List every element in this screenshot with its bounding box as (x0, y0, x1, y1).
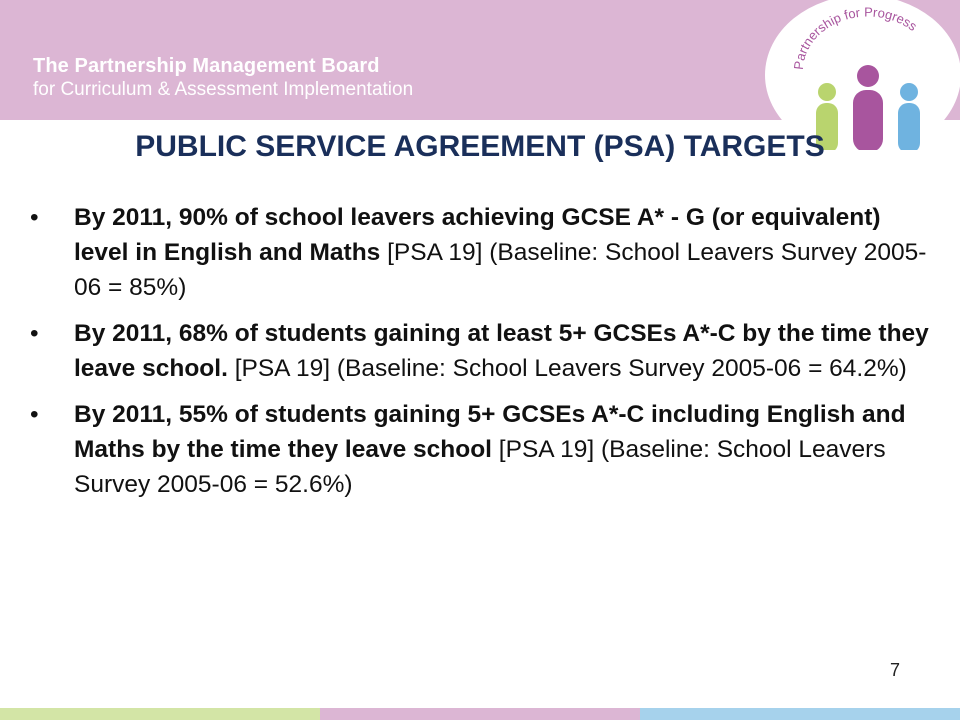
logo-text: Partnership for Progress (790, 4, 920, 71)
figure-blue-head (900, 83, 918, 101)
target-item-3 (30, 397, 930, 502)
slide-title: PUBLIC SERVICE AGREEMENT (PSA) TARGETS (135, 130, 825, 163)
target-baseline: [PSA 19] (Baseline: School Leavers Survey 2005-06 = 85%) (74, 239, 927, 301)
target-baseline: [PSA 19] (Baseline: School Leavers Survey 2005-06 = 64.2%) (227, 355, 907, 382)
figure-green-head (818, 83, 836, 101)
partnership-logo (755, 0, 960, 150)
org-name: The Partnership Management Board (33, 55, 380, 77)
footer-bar-green (0, 708, 320, 720)
page-number: 7 (889, 660, 900, 680)
target-baseline: [PSA 19] (Baseline: School Leavers Survey 2005-06 = 52.6%) (74, 436, 886, 498)
target-statement: By 2011, 55% of students gaining 5+ GCSEs A*-C including English and Maths by the time they leave school (74, 401, 906, 463)
target-list (30, 200, 930, 513)
bullet-icon: • (30, 401, 39, 428)
figure-purple-head (857, 65, 879, 87)
bullet-icon: • (30, 204, 39, 231)
logo-graphic (755, 0, 960, 150)
target-item-2 (30, 316, 930, 386)
target-statement: By 2011, 90% of school leavers achieving GCSE A* - G (or equivalent) level in English and Maths (74, 204, 881, 266)
target-statement: By 2011, 68% of students gaining at least 5+ GCSEs A*-C by the time they leave school. (74, 320, 929, 382)
target-item-1 (30, 200, 930, 305)
bullet-icon: • (30, 320, 39, 347)
footer-bar-pink (320, 708, 640, 720)
footer-bar-blue (640, 708, 960, 720)
org-subtitle: for Curriculum & Assessment Implementation (33, 79, 414, 100)
